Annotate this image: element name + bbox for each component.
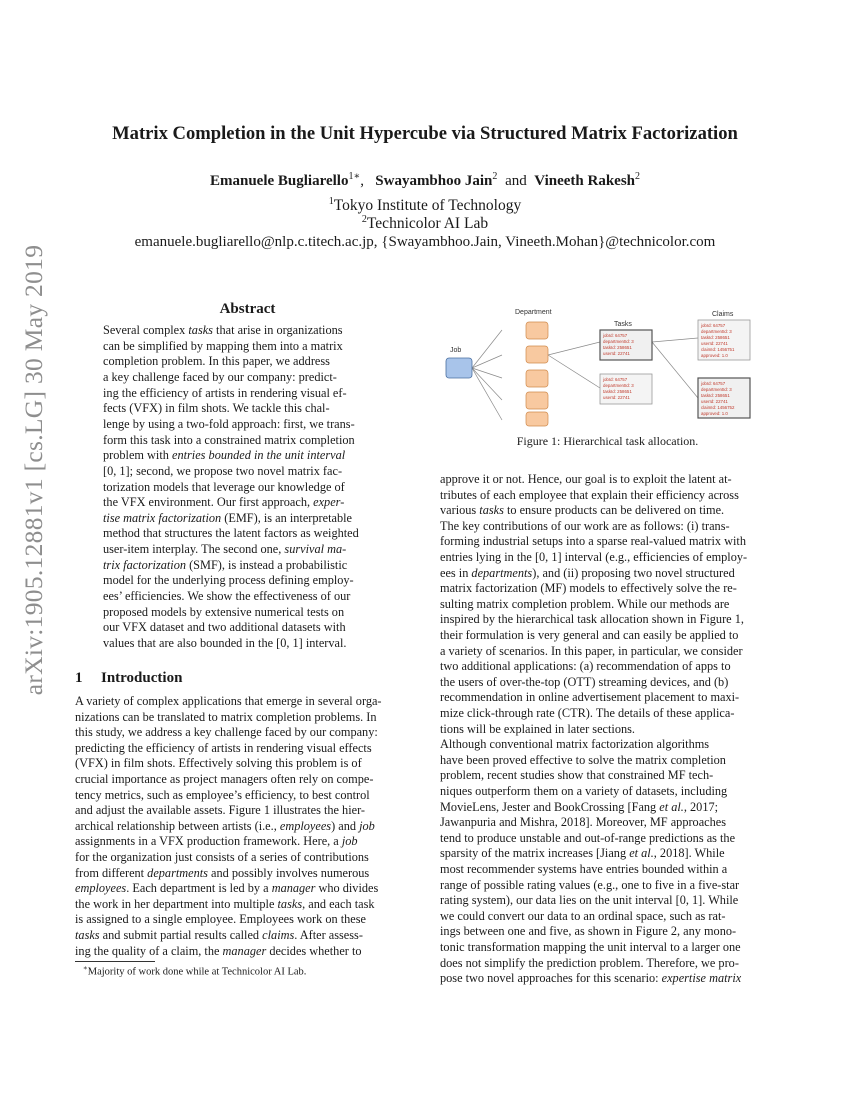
claim-card bbox=[698, 378, 750, 418]
text-line: for the organization just consists of a series of contributions bbox=[75, 850, 369, 864]
text-line: the VFX environment. Our first approach, exper- bbox=[103, 495, 345, 510]
footnote bbox=[83, 964, 306, 978]
claim-field: approved: 1.0 bbox=[701, 411, 728, 416]
footnote-mark: ∗ bbox=[83, 964, 88, 972]
department-node bbox=[526, 322, 548, 339]
text-line: values that are also bounded in the [0, 1] interval. bbox=[103, 636, 347, 650]
text-line: method that structures the latent factors as weighted bbox=[103, 526, 359, 541]
task-card bbox=[600, 330, 652, 360]
text-line: fects (VFX) in film shots. We tackle this chal- bbox=[103, 401, 330, 416]
claim-field: departmentId: 3 bbox=[701, 329, 732, 334]
author-name: Swayambhoo Jain bbox=[375, 173, 493, 189]
affiliation-mark: 1 bbox=[328, 196, 334, 207]
text-line: assignments in a VFX production framework. Here, a job bbox=[75, 834, 358, 849]
text-line: tributes of each employee that explain their efficiency across bbox=[440, 487, 739, 502]
author-affiliation-mark: 2 bbox=[635, 171, 640, 182]
claim-field: taskId: 258651 bbox=[701, 393, 730, 398]
claim-field: jobId: 64757 bbox=[701, 323, 726, 328]
text-line: form this task into a constrained matrix completion bbox=[103, 432, 355, 447]
text-line: completion problem. In this paper, we address bbox=[103, 354, 330, 369]
text-line: a key challenge faced by our company: predict- bbox=[103, 369, 337, 384]
text-line: and adjust the available assets. Figure 1 illustrates the hier- bbox=[75, 803, 366, 818]
text-line: rating system), our data lies on the unit interval [0, 1]. While bbox=[440, 893, 739, 908]
text-line: matrix factorization (MF) models to effectively solve the re- bbox=[440, 581, 737, 596]
text-line: ing the quality of a claim, the manager decides whether to bbox=[75, 943, 362, 958]
text-line: problem with entries bounded in the unit interval bbox=[103, 448, 346, 463]
task-field: jobId: 64757 bbox=[603, 333, 628, 338]
text-line: Several complex tasks that arise in organizations bbox=[103, 323, 343, 337]
text-line: does not simplify the prediction problem. Therefore, we pro- bbox=[440, 955, 739, 970]
text-line: tend to produce unstable and out-of-range predictions as the bbox=[440, 830, 736, 845]
text-line: A variety of complex applications that emerge in several orga- bbox=[75, 694, 382, 708]
text-line: tions will be explained in later sections. bbox=[440, 721, 635, 736]
footnote-rule bbox=[75, 961, 155, 962]
text-line: lenge by using a two-fold approach: first, we trans- bbox=[103, 416, 355, 431]
department-node bbox=[526, 346, 548, 363]
text-line: archical relationship between artists (i.e., employees) and job bbox=[75, 818, 375, 833]
text-line: (VFX) in film shots. Effectively solving this problem is of bbox=[75, 756, 362, 771]
text-line: entries lying in the [0, 1] interval (e.g., efficiencies of employ- bbox=[440, 550, 748, 564]
text-line: the work in her department into multiple tasks, and each task bbox=[75, 896, 375, 911]
text-line: The key contributions of our work are as follows: (i) trans- bbox=[440, 518, 730, 533]
claim-field: jobId: 64757 bbox=[701, 381, 726, 386]
text-line: crucial importance as project managers often rely on compe- bbox=[75, 772, 374, 786]
task-field: departmentId: 3 bbox=[603, 339, 634, 344]
task-field: departmentId: 3 bbox=[603, 383, 634, 388]
text-line: have been proved effective to solve the matrix completion bbox=[440, 752, 726, 767]
text-line: trix factorization (SMF), is instead a probabilistic bbox=[103, 557, 348, 572]
text-line: problem, recent studies show that constrained MF tech- bbox=[440, 768, 714, 783]
arxiv-stamp bbox=[14, 0, 54, 1100]
text-line: niques outperform them on a variety of datasets, including bbox=[440, 784, 728, 798]
affiliation-name: Tokyo Institute of Technology bbox=[333, 197, 522, 215]
claim-field: departmentId: 3 bbox=[701, 387, 732, 392]
text-line: this study, we address a key challenge faced by our company: bbox=[75, 725, 378, 740]
department-node bbox=[526, 392, 548, 409]
department-node bbox=[526, 370, 548, 387]
task-field: userId: 22741 bbox=[603, 351, 630, 356]
text-line: nizations can be translated to matrix completion problems. In bbox=[75, 709, 377, 724]
job-label: Job bbox=[450, 347, 462, 354]
text-line: their formulation is very general and can easily be applied to bbox=[440, 628, 739, 642]
paper-title: Matrix Completion in the Unit Hypercube via Structured Matrix Factorization bbox=[112, 123, 738, 144]
text-line: tency metrics, such as employee’s efficiency, to best control bbox=[75, 787, 370, 802]
claim-field: userId: 22741 bbox=[701, 399, 728, 404]
section-title: Introduction bbox=[101, 670, 183, 686]
text-line: Jawanpuria and Mishra, 2018]. Moreover, MF approaches bbox=[440, 815, 727, 830]
affiliation bbox=[0, 214, 850, 233]
text-line: ees in departments), and (ii) proposing two novel structured bbox=[440, 565, 735, 580]
section-number: 1 bbox=[75, 670, 83, 686]
text-line: user-item interplay. The second one, survival ma- bbox=[103, 542, 347, 557]
text-line: our VFX dataset and two additional datasets with bbox=[103, 620, 346, 635]
figure-hierarchical-task-allocation bbox=[440, 300, 775, 430]
claim-field: claimId: 1456751 bbox=[701, 347, 735, 352]
text-line: from different departments and possibly involves numerous bbox=[75, 865, 370, 880]
text-line: MovieLens, Jester and BookCrossing [Fang et al., 2017; bbox=[440, 799, 719, 814]
department-node bbox=[526, 412, 548, 426]
text-line: most recommender systems have entries bounded within a bbox=[440, 862, 728, 876]
claim-card bbox=[698, 320, 750, 360]
task-field: taskId: 258651 bbox=[603, 389, 632, 394]
text-line: ing the efficiency of artists in rendering visual ef- bbox=[103, 385, 347, 400]
text-line: tasks and submit partial results called claims. After assess- bbox=[75, 928, 363, 942]
arxiv-stamp-text: arXiv:1905.12881v1 [cs.LG] 30 May 2019 bbox=[19, 244, 48, 696]
text-line: ees’ efficiencies. We show the effectiveness of our bbox=[103, 589, 351, 604]
text-line: is assigned to a single employee. Employees work on these bbox=[75, 912, 366, 927]
figure-connectors bbox=[472, 330, 698, 420]
job-node bbox=[446, 358, 472, 378]
department-nodes bbox=[526, 322, 548, 426]
section-heading bbox=[75, 670, 182, 687]
author-affiliation-mark: 2 bbox=[492, 171, 498, 182]
text-line: two additional applications: (a) recommendation of apps to bbox=[440, 659, 731, 674]
claim-field: approved: 1.0 bbox=[701, 353, 728, 358]
text-line: various tasks to ensure products can be delivered on time. bbox=[440, 503, 725, 518]
text-line: torization models that leverage our knowledge of bbox=[103, 479, 345, 494]
task-field: jobId: 64757 bbox=[603, 377, 628, 382]
text-line: pose two novel approaches for this scenario: expertise matrix bbox=[440, 971, 742, 986]
text-line: tonic transformation mapping the unit interval to a larger one bbox=[440, 940, 741, 954]
tasks-label: Tasks bbox=[614, 321, 632, 328]
author-affiliation-mark: 1∗ bbox=[348, 171, 361, 182]
text-line: can be simplified by mapping them into a matrix bbox=[103, 338, 343, 353]
text-line: a variety of scenarios. In this paper, in particular, we consider bbox=[440, 643, 743, 658]
text-line: proposed models by extensive numerical tests on bbox=[103, 604, 345, 619]
author-name: Emanuele Bugliarello bbox=[209, 173, 349, 189]
text-line: model for the underlying process defining employ- bbox=[103, 573, 354, 588]
task-field: taskId: 258651 bbox=[603, 345, 632, 350]
author-connector: and bbox=[505, 173, 527, 189]
text-line: approve it or not. Hence, our goal is to exploit the latent at- bbox=[440, 472, 732, 486]
text-line: sulting matrix completion problem. While our methods are bbox=[440, 596, 730, 611]
text-line: ings between one and five, as shown in Figure 2, any mono- bbox=[440, 924, 737, 939]
task-card bbox=[600, 374, 652, 404]
text-line: employees. Each department is led by a manager who divides bbox=[75, 881, 379, 896]
department-label: Department bbox=[515, 309, 552, 316]
text-line: tise matrix factorization (EMF), is an interpretable bbox=[103, 510, 352, 525]
footnote-text: Majority of work done while at Technicolor AI Lab. bbox=[87, 966, 307, 978]
affiliation-name: Technicolor AI Lab bbox=[366, 215, 489, 233]
claims-label: Claims bbox=[712, 311, 734, 318]
text-line: range of possible rating values (e.g., one to five in a five-star bbox=[440, 877, 740, 892]
text-line: forming industrial setups into a sparse real-valued matrix with bbox=[440, 534, 746, 549]
author-list: Emanuele Bugliarello$^{1∗}$, Swayambhoo Jain$^2$ and Vineeth Rakesh$^2$ bbox=[209, 171, 640, 189]
text-line: [0, 1]; second, we propose two novel matrix fac- bbox=[103, 463, 343, 478]
text-line: recommendation in online advertisement placement to maxi- bbox=[440, 690, 740, 705]
claim-field: userId: 22741 bbox=[701, 341, 728, 346]
text-line: sparsity of the matrix increases [Jiang et al., 2018]. While bbox=[440, 846, 725, 861]
text-line: inspired by the hierarchical task allocation shown in Figure 1, bbox=[440, 612, 744, 627]
claim-field: taskId: 258651 bbox=[701, 335, 730, 340]
task-field: userId: 22741 bbox=[603, 395, 630, 400]
abstract-heading: Abstract bbox=[219, 301, 276, 317]
text-line: Although conventional matrix factorization algorithms bbox=[440, 737, 710, 752]
affiliation bbox=[0, 196, 850, 215]
text-line: we could convert our data to an ordinal space, such as rat- bbox=[440, 908, 726, 923]
text-line: predicting the efficiency of artists in rendering visual effects bbox=[75, 740, 372, 755]
affiliation-mark: 2 bbox=[361, 214, 367, 225]
claim-field: claimId: 1456752 bbox=[701, 405, 735, 410]
author-emails: emanuele.bugliarello@nlp.c.titech.ac.jp, {Swayambhoo.Jain, Vineeth.Mohan}@technicolor.com bbox=[134, 234, 716, 250]
figure-caption: Figure 1: Hierarchical task allocation. bbox=[516, 434, 699, 448]
author-name: Vineeth Rakesh bbox=[534, 173, 635, 189]
text-line: mize click-through rate (CTR). The details of these applica- bbox=[440, 706, 735, 720]
text-line: the users of over-the-top (OTT) streaming devices, and (b) bbox=[440, 674, 729, 689]
